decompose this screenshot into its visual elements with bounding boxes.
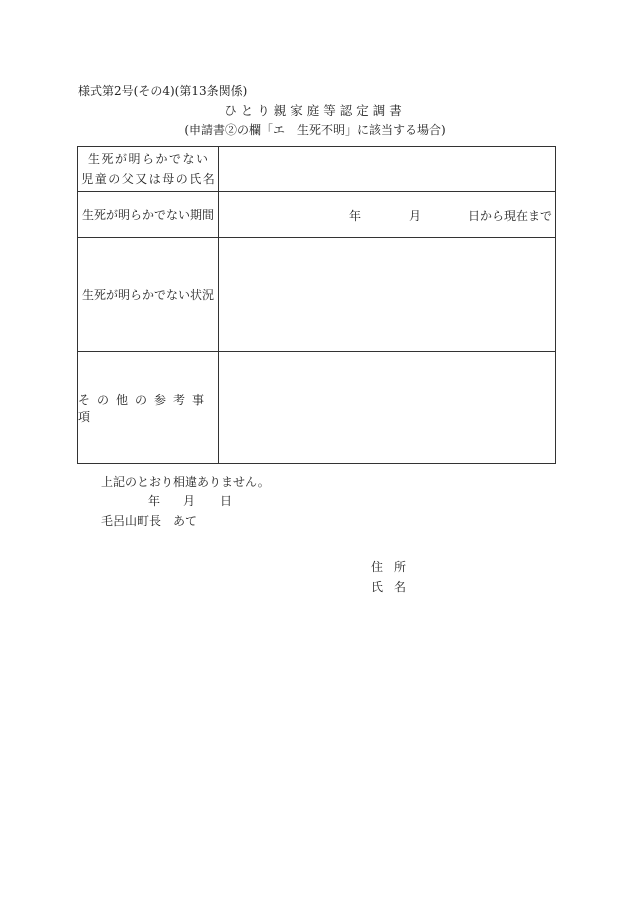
other-notes-field[interactable] xyxy=(219,352,555,463)
label-other-notes: その他の参考事項 xyxy=(78,392,212,424)
label-cell-other-notes xyxy=(78,352,219,463)
table-row-other-notes xyxy=(78,352,555,463)
table-row-parent-name xyxy=(78,147,555,192)
label-parent-name-line2: 児童の父又は母の氏名 xyxy=(81,172,217,186)
label-unknown-period: 生死が明らかでない期間 xyxy=(81,208,214,222)
parent-name-field[interactable] xyxy=(219,147,555,191)
confirmation-text: 上記のとおり相違ありません。 xyxy=(101,475,270,489)
addressee: 毛呂山町長 あて xyxy=(101,514,198,528)
period-day-suffix: 日から現在まで xyxy=(468,209,553,223)
document-title: ひとり親家庭等認定調書 xyxy=(224,103,406,118)
period-month-label: 月 xyxy=(409,209,422,223)
address-label: 住所 xyxy=(371,560,418,574)
signature-month-label: 月 xyxy=(183,494,196,508)
form-number: 様式第2号(その4)(第13条関係) xyxy=(78,84,248,98)
label-cell-parent-name xyxy=(78,147,219,191)
table-row-unknown-situation xyxy=(78,238,555,352)
table-row-unknown-period xyxy=(78,192,555,238)
document-subtitle: (申請書②の欄「エ 生死不明」に該当する場合) xyxy=(184,123,446,137)
signature-year-label: 年 xyxy=(148,494,161,508)
period-year-label: 年 xyxy=(349,209,362,223)
unknown-situation-field[interactable] xyxy=(219,238,555,351)
label-parent-name-line1: 生死が明らかでない xyxy=(87,152,210,166)
name-label: 氏名 xyxy=(371,580,418,594)
label-cell-unknown-situation xyxy=(78,238,219,351)
label-cell-unknown-period xyxy=(78,192,219,237)
signature-day-label: 日 xyxy=(220,494,233,508)
form-table xyxy=(77,146,556,464)
label-unknown-situation: 生死が明らかでない状況 xyxy=(81,288,214,302)
unknown-period-field[interactable] xyxy=(219,192,555,237)
